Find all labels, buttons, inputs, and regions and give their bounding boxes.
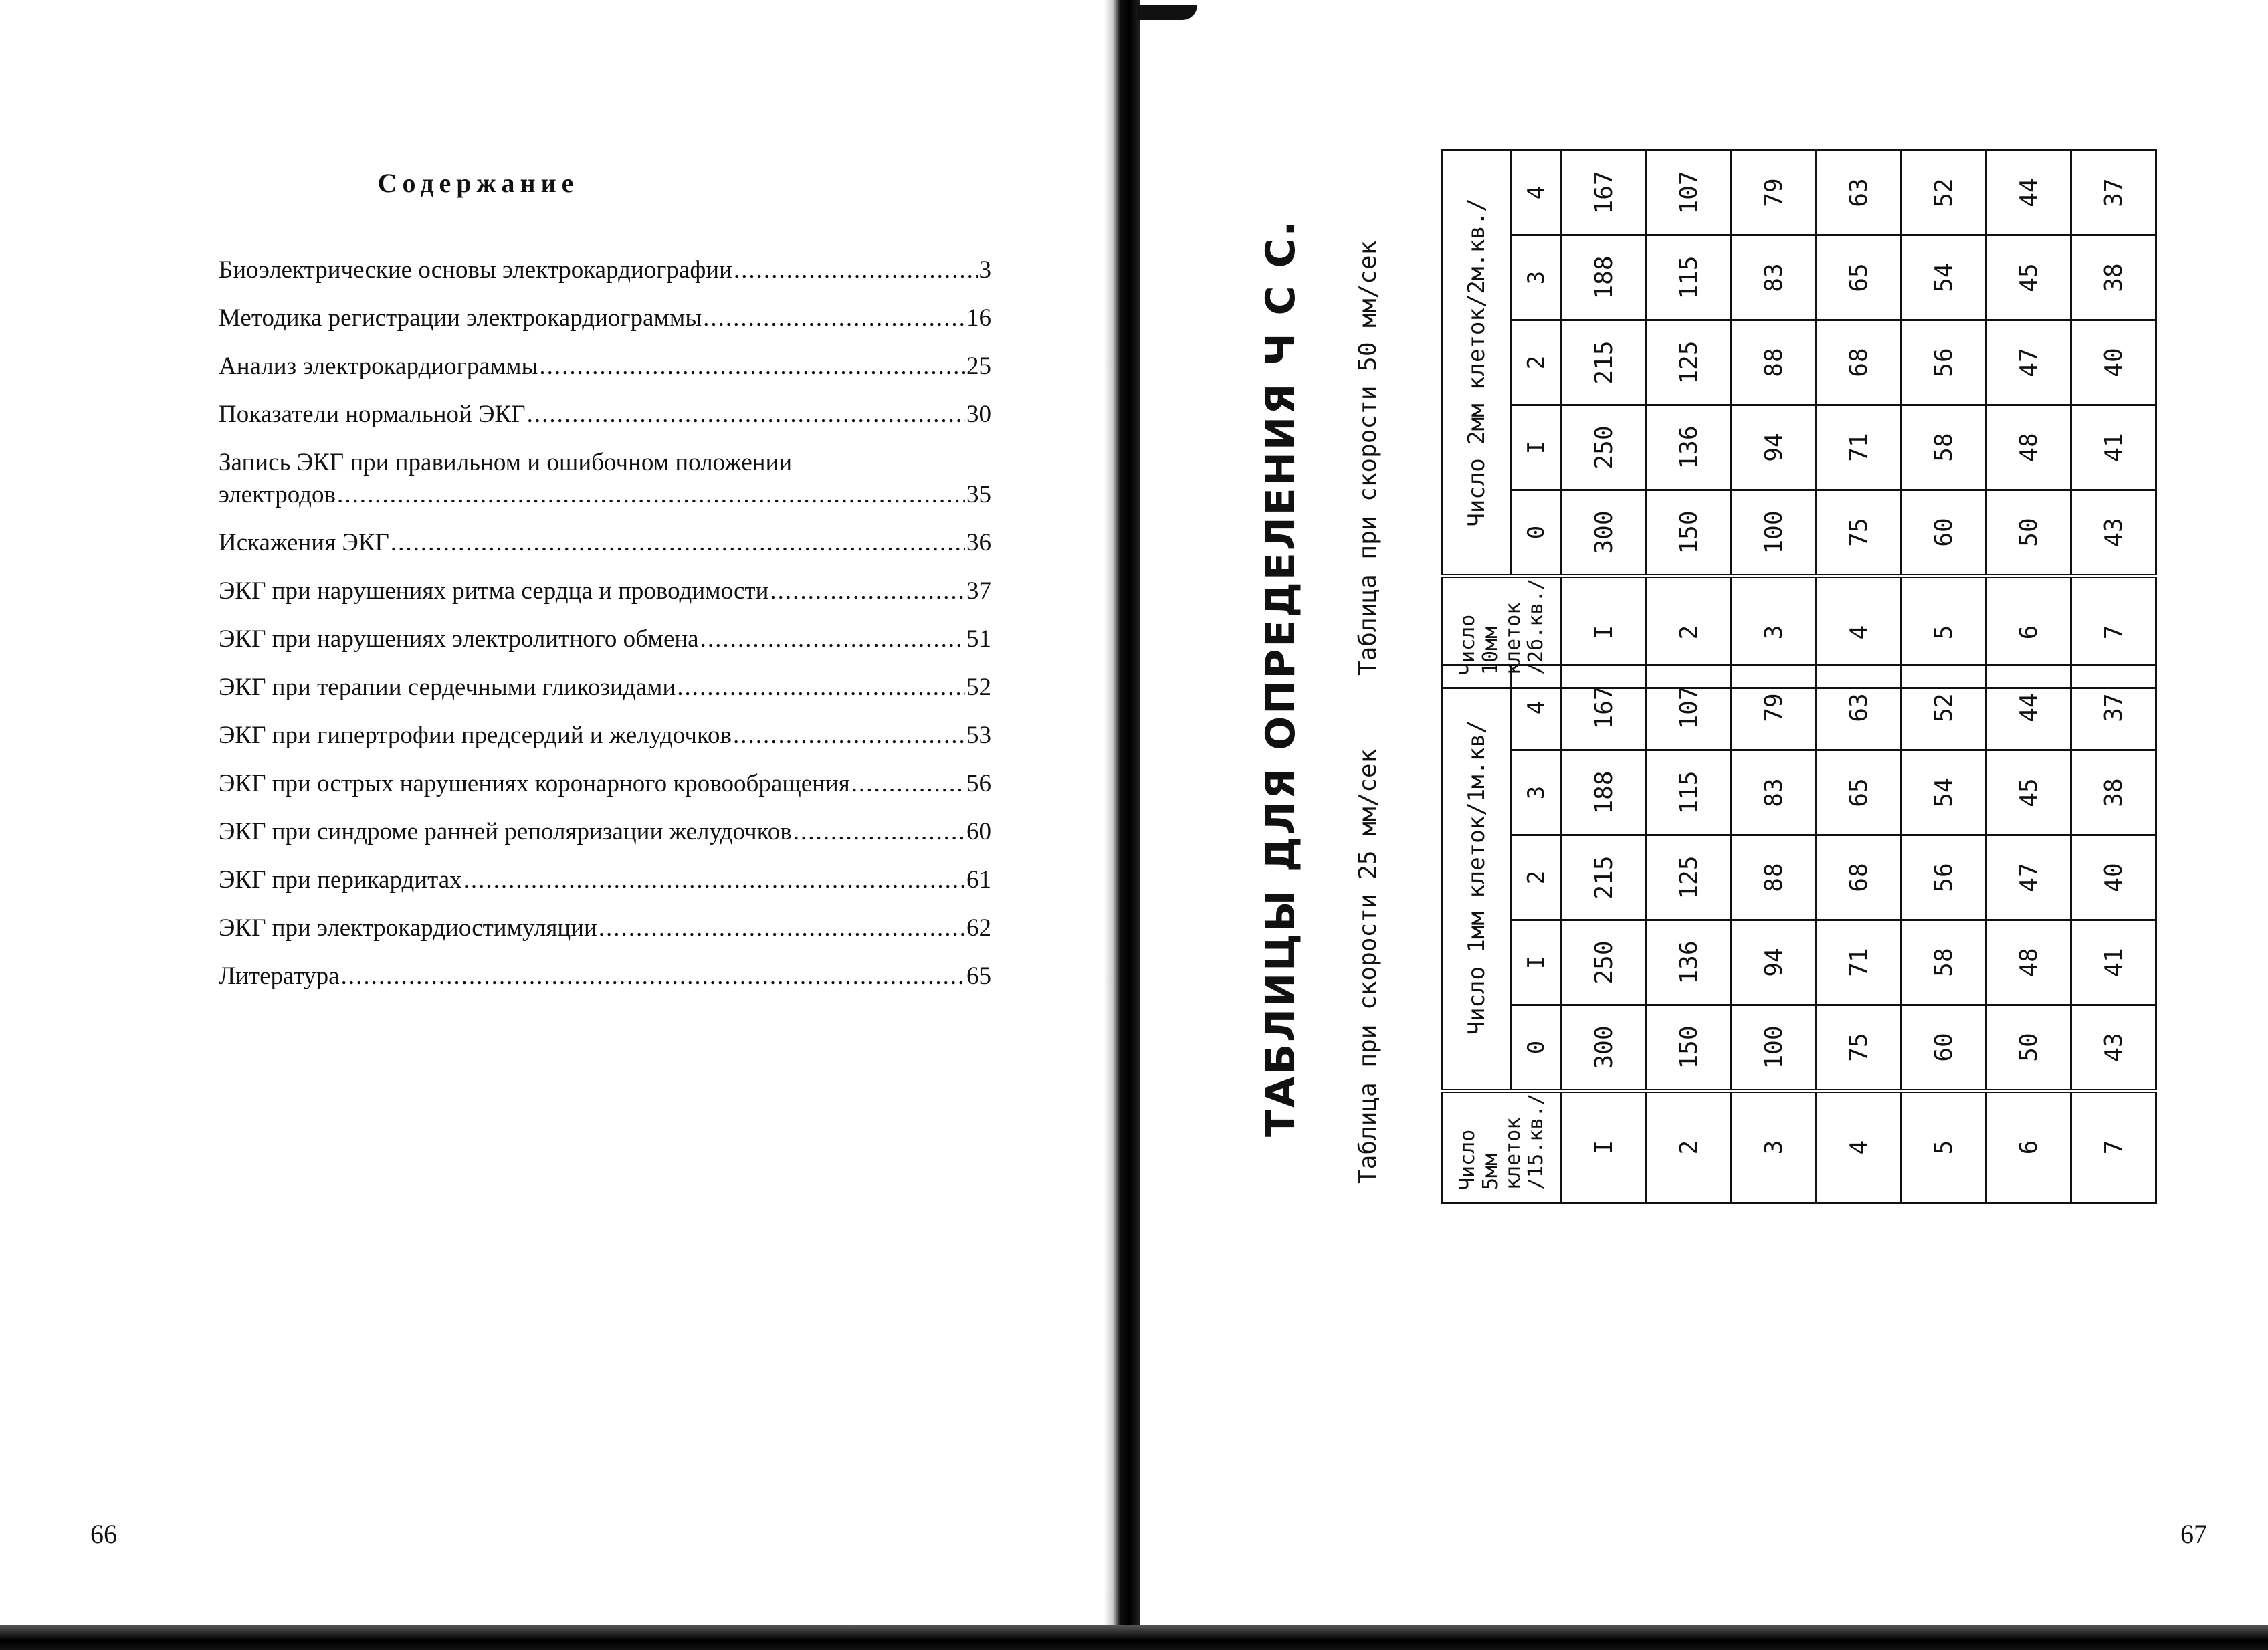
table-row <box>2071 665 2156 1203</box>
toc-entry-text: ЭКГ при нарушениях электролитного обмена <box>219 625 699 653</box>
heart-rate-table-50 <box>1441 149 2157 689</box>
table-row <box>1647 665 1732 1203</box>
table-cell: 79 <box>1732 665 1817 750</box>
toc-leader-dots <box>527 399 965 431</box>
table-cell: 125 <box>1647 835 1732 920</box>
table-row <box>1817 665 1901 1203</box>
toc-entry-text: Литература <box>219 962 340 990</box>
table-cell: 136 <box>1647 920 1732 1005</box>
row-label: 5 <box>1901 1091 1986 1203</box>
row-label: 7 <box>2071 1091 2156 1203</box>
toc-page-number: 35 <box>966 481 991 508</box>
toc-page-number: 30 <box>966 401 991 428</box>
row-label: 6 <box>1986 576 2071 688</box>
row-label: 4 <box>1817 1091 1901 1203</box>
table-row <box>1732 150 1817 688</box>
toc-page-number: 51 <box>966 625 991 653</box>
table-cell: 47 <box>1986 835 2071 920</box>
toc-entry-text: ЭКГ при терапии сердечными гликозидами <box>219 674 676 701</box>
toc-page-number: 61 <box>966 866 991 894</box>
row-header: Число 10мм клеток /2б.кв./ <box>1443 576 1562 688</box>
toc-page-number: 56 <box>966 770 991 797</box>
row-label: I <box>1562 1091 1647 1203</box>
toc-entry-text: Искажения ЭКГ <box>219 529 389 556</box>
table-cell: 54 <box>1901 235 1986 320</box>
table-cell: 300 <box>1562 490 1647 577</box>
row-label: 4 <box>1817 576 1901 688</box>
table-cell: 54 <box>1901 750 1986 835</box>
toc-page-number: 16 <box>966 304 991 332</box>
table-cell: 63 <box>1817 665 1901 750</box>
table-cell: 167 <box>1562 150 1647 235</box>
table-cell: 38 <box>2071 750 2156 835</box>
table-cell: 188 <box>1562 750 1647 835</box>
toc-leader-dots <box>700 623 965 655</box>
table-row <box>1562 150 1647 688</box>
toc-leader-dots <box>851 768 965 800</box>
subtitle-25: Таблица при скорости 25 мм/сек <box>1354 748 1382 1184</box>
spine-top-edge <box>1137 5 1197 20</box>
table-cell: 48 <box>1986 920 2071 1005</box>
toc-entry <box>219 447 991 511</box>
bottom-page-edge <box>0 1625 2268 1650</box>
toc-entry-text: ЭКГ при электрокардиостимуляции <box>219 914 597 942</box>
table-row <box>1817 150 1901 688</box>
table-cell: 94 <box>1732 405 1817 490</box>
toc-leader-dots <box>733 720 965 752</box>
table-cell: 37 <box>2071 150 2156 235</box>
left-page <box>0 0 1110 1650</box>
table-cell: 115 <box>1647 750 1732 835</box>
row-label: I <box>1562 576 1647 688</box>
table-cell: 40 <box>2071 835 2156 920</box>
column-header: 0 <box>1512 490 1562 577</box>
table-cell: 44 <box>1986 665 2071 750</box>
table-cell: 125 <box>1647 320 1732 405</box>
table-cell: 45 <box>1986 750 2071 835</box>
heart-rate-table <box>1441 664 2157 1204</box>
table-cell: 71 <box>1817 920 1901 1005</box>
group-header: Число 2мм клеток/2м.кв./ <box>1443 150 1512 577</box>
tables-title: ТАБЛИЦЫ ДЛЯ ОПРЕДЕЛЕНИЯ Ч С С. <box>1257 219 1304 1137</box>
table-cell: 79 <box>1732 150 1817 235</box>
table-cell: 52 <box>1901 665 1986 750</box>
table-cell: 250 <box>1562 920 1647 1005</box>
table-cell: 56 <box>1901 835 1986 920</box>
toc-entry <box>219 720 991 752</box>
row-label: 3 <box>1732 576 1817 688</box>
table-cell: 150 <box>1647 490 1732 577</box>
table-cell: 50 <box>1986 1005 2071 1092</box>
toc-page-number: 37 <box>966 577 991 605</box>
row-label: 2 <box>1647 576 1732 688</box>
table-cell: 58 <box>1901 405 1986 490</box>
table-cell: 45 <box>1986 235 2071 320</box>
table-cell: 68 <box>1817 320 1901 405</box>
toc-leader-dots <box>341 960 965 993</box>
toc-leader-dots <box>677 672 965 704</box>
row-label: 3 <box>1732 1091 1817 1203</box>
table-cell: 40 <box>2071 320 2156 405</box>
column-header: I <box>1512 405 1562 490</box>
toc-page-number: 53 <box>966 722 991 749</box>
table-row <box>1986 665 2071 1203</box>
table-cell: 41 <box>2071 405 2156 490</box>
toc-leader-dots <box>463 864 965 896</box>
table-cell: 115 <box>1647 235 1732 320</box>
table-cell: 38 <box>2071 235 2156 320</box>
table-cell: 50 <box>1986 490 2071 577</box>
toc-entry <box>219 816 991 848</box>
column-header: 3 <box>1512 235 1562 320</box>
table-cell: 60 <box>1901 490 1986 577</box>
toc-entry-text: электродов <box>219 481 336 508</box>
table-cell: 75 <box>1817 490 1901 577</box>
row-header: Число 5мм клеток /15.кв./ <box>1443 1091 1562 1203</box>
table-cell: 107 <box>1647 665 1732 750</box>
toc-page-number: 52 <box>966 674 991 701</box>
toc-leader-dots <box>734 254 978 286</box>
toc-entry <box>219 254 991 286</box>
table-row <box>1986 150 2071 688</box>
column-header: 4 <box>1512 665 1562 750</box>
toc-leader-dots <box>391 527 965 559</box>
table-cell: 100 <box>1732 490 1817 577</box>
toc-entry-text: ЭКГ при гипертрофии предсердий и желудочков <box>219 722 732 749</box>
row-label: 7 <box>2071 576 2156 688</box>
toc-entry <box>219 350 991 383</box>
table-cell: 300 <box>1562 1005 1647 1092</box>
table-cell: 250 <box>1562 405 1647 490</box>
toc-entry <box>219 960 991 993</box>
toc-entry <box>219 768 991 800</box>
toc-leader-dots <box>337 479 965 511</box>
toc-page-number: 65 <box>966 962 991 990</box>
group-header: Число 1мм клеток/1м.кв/ <box>1443 665 1512 1092</box>
toc-leader-dots <box>793 816 965 848</box>
toc-leader-dots <box>703 302 965 334</box>
table-row <box>2071 150 2156 688</box>
toc-entry <box>219 912 991 944</box>
toc-title: Содержание <box>377 168 579 198</box>
table-cell: 188 <box>1562 235 1647 320</box>
book-spine <box>1104 0 1140 1650</box>
column-header: I <box>1512 920 1562 1005</box>
table-cell: 63 <box>1817 150 1901 235</box>
table-cell: 88 <box>1732 320 1817 405</box>
subtitle-50: Таблица при скорости 50 мм/сек <box>1354 240 1382 676</box>
table-cell: 71 <box>1817 405 1901 490</box>
table-cell: 43 <box>2071 1005 2156 1092</box>
toc-page-number: 60 <box>966 818 991 845</box>
table-row <box>1647 150 1732 688</box>
toc-page-number: 25 <box>966 352 991 380</box>
toc-leader-dots <box>599 912 965 944</box>
row-label: 6 <box>1986 1091 2071 1203</box>
table-cell: 56 <box>1901 320 1986 405</box>
column-header: 0 <box>1512 1005 1562 1092</box>
heart-rate-table-25 <box>1441 664 2157 1204</box>
toc-entry-text: ЭКГ при нарушениях ритма сердца и проводимости <box>219 577 769 605</box>
table-cell: 47 <box>1986 320 2071 405</box>
toc-entry-text: ЭКГ при синдроме ранней реполяризации желудочков <box>219 818 792 845</box>
table-cell: 65 <box>1817 750 1901 835</box>
toc-leader-dots <box>770 575 965 607</box>
table-cell: 136 <box>1647 405 1732 490</box>
toc-entry-text: Запись ЭКГ при правильном и ошибочном положении <box>219 449 793 476</box>
table-cell: 83 <box>1732 750 1817 835</box>
toc-entry <box>219 672 991 704</box>
toc-page-number: 36 <box>966 529 991 556</box>
table-cell: 37 <box>2071 665 2156 750</box>
toc-entry <box>219 623 991 655</box>
table-row <box>1732 665 1817 1203</box>
table-cell: 65 <box>1817 235 1901 320</box>
table-row <box>1901 665 1986 1203</box>
table-cell: 75 <box>1817 1005 1901 1092</box>
table-cell: 167 <box>1562 665 1647 750</box>
column-header: 2 <box>1512 320 1562 405</box>
toc-entry-text: ЭКГ при перикардитах <box>219 866 462 894</box>
table-cell: 88 <box>1732 835 1817 920</box>
table-of-contents <box>219 254 991 1009</box>
column-header: 3 <box>1512 750 1562 835</box>
toc-entry <box>219 527 991 559</box>
toc-entry-text: ЭКГ при острых нарушениях коронарного кровообращения <box>219 770 850 797</box>
table-cell: 41 <box>2071 920 2156 1005</box>
table-row <box>1562 665 1647 1203</box>
toc-entry <box>219 302 991 334</box>
table-cell: 52 <box>1901 150 1986 235</box>
table-cell: 94 <box>1732 920 1817 1005</box>
toc-leader-dots <box>539 350 965 383</box>
table-cell: 68 <box>1817 835 1901 920</box>
toc-entry <box>219 575 991 607</box>
toc-entry <box>219 399 991 431</box>
row-label: 2 <box>1647 1091 1732 1203</box>
table-cell: 44 <box>1986 150 2071 235</box>
table-cell: 58 <box>1901 920 1986 1005</box>
page-number-left: 66 <box>90 1519 117 1549</box>
table-row <box>1901 150 1986 688</box>
column-header: 4 <box>1512 150 1562 235</box>
page-number-right: 67 <box>2180 1519 2207 1549</box>
row-label: 5 <box>1901 576 1986 688</box>
table-cell: 48 <box>1986 405 2071 490</box>
table-cell: 100 <box>1732 1005 1817 1092</box>
toc-entry-text: Показатели нормальной ЭКГ <box>219 401 526 428</box>
toc-entry-text: Анализ электрокардиограммы <box>219 352 538 380</box>
toc-entry <box>219 864 991 896</box>
toc-page-number: 3 <box>978 256 991 284</box>
table-cell: 60 <box>1901 1005 1986 1092</box>
table-cell: 83 <box>1732 235 1817 320</box>
toc-entry-text: Биоэлектрические основы электрокардиографии <box>219 256 732 284</box>
table-cell: 107 <box>1647 150 1732 235</box>
heart-rate-table <box>1441 149 2157 689</box>
toc-page-number: 62 <box>966 914 991 942</box>
table-cell: 43 <box>2071 490 2156 577</box>
table-cell: 215 <box>1562 835 1647 920</box>
table-cell: 215 <box>1562 320 1647 405</box>
toc-entry-text: Методика регистрации электрокардиограммы <box>219 304 702 332</box>
table-cell: 150 <box>1647 1005 1732 1092</box>
column-header: 2 <box>1512 835 1562 920</box>
